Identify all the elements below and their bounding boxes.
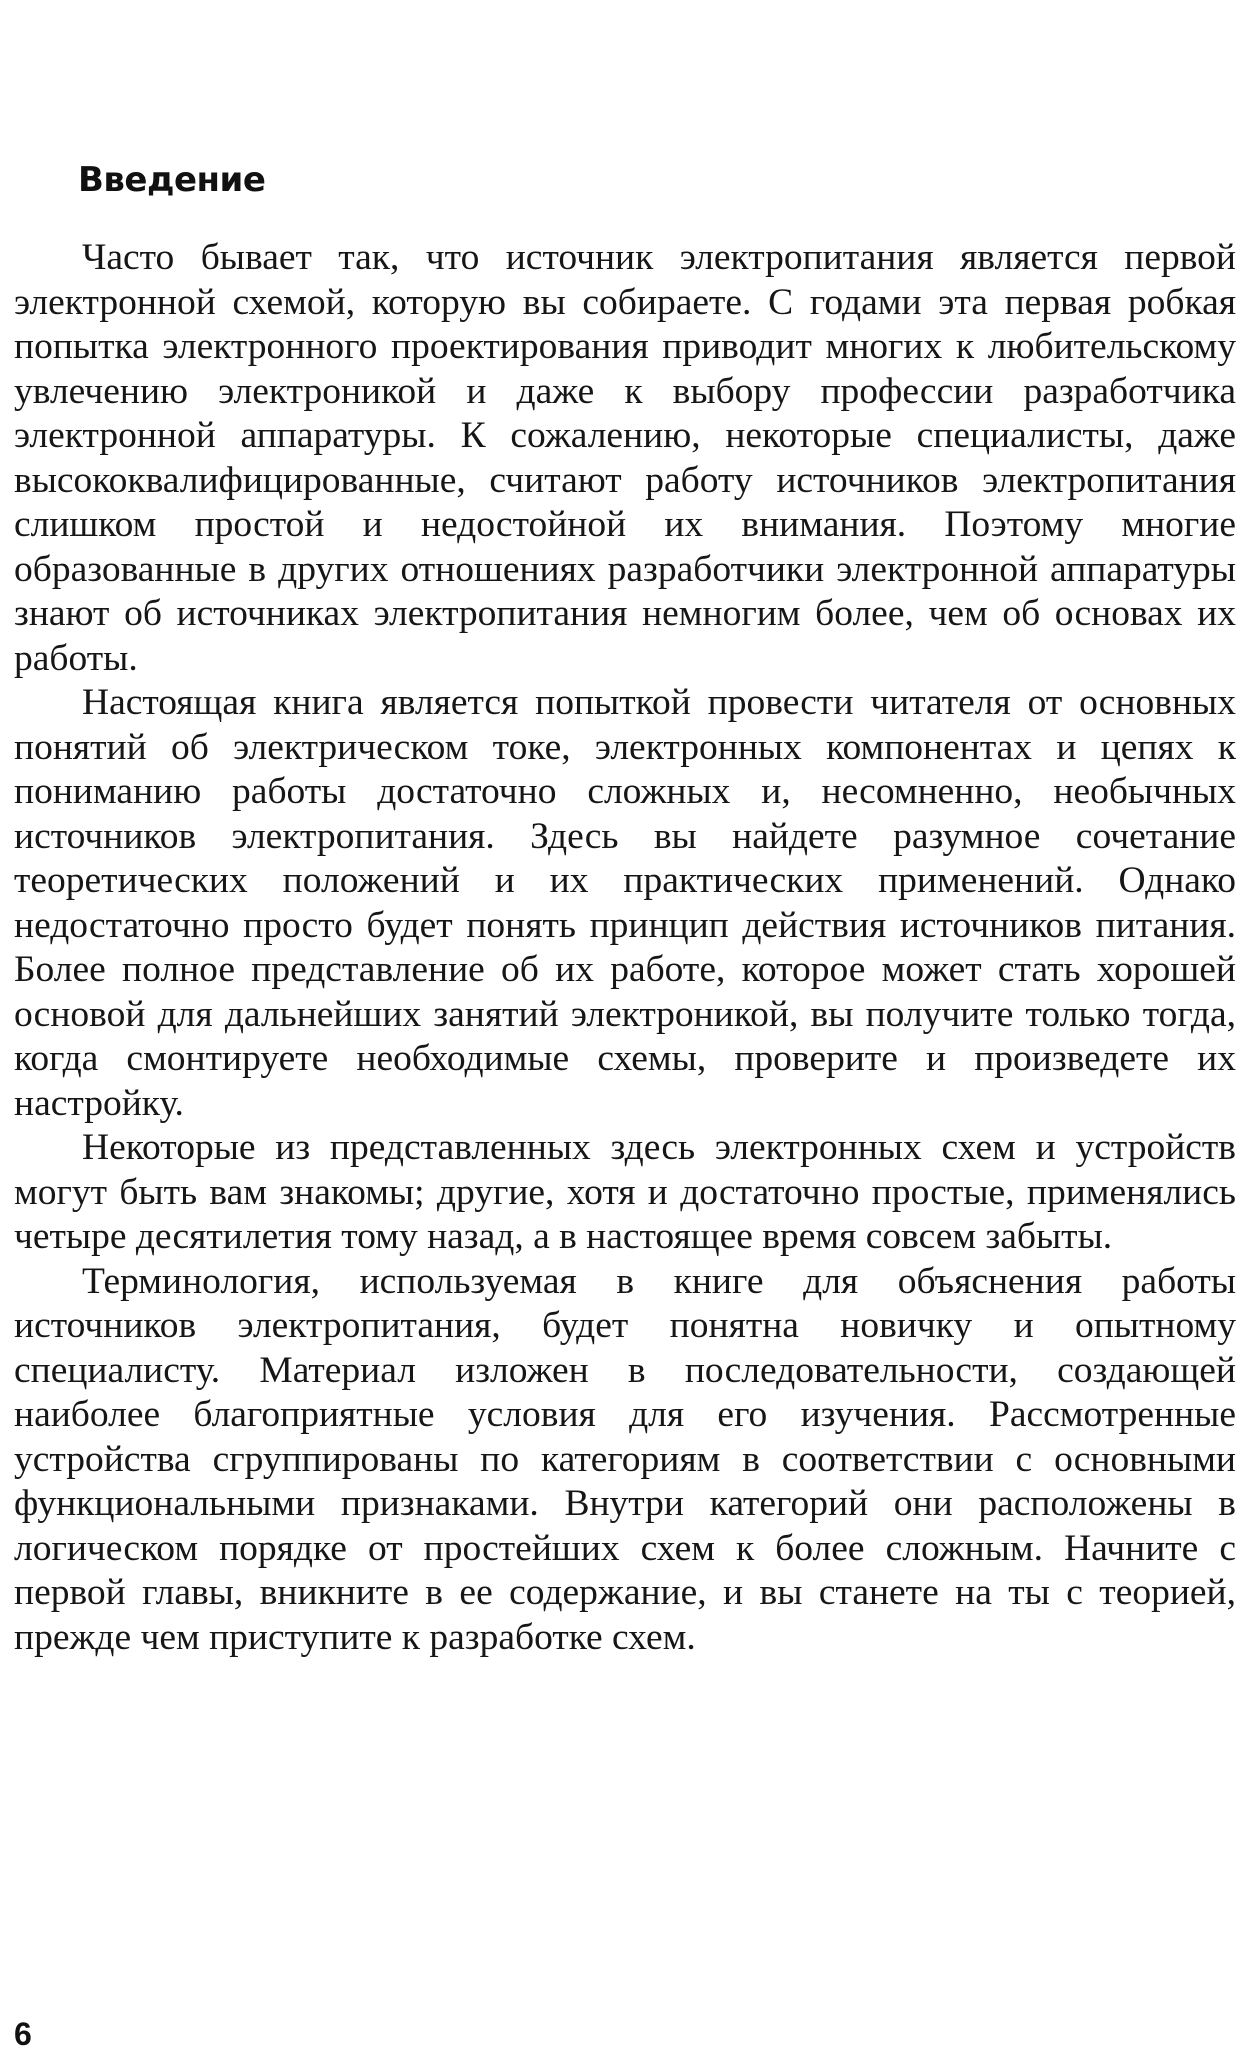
paragraph-2: Настоящая книга является попыткой провести читателя от основных понятий об электрическом токе, электронных компонентах и цепях к пониманию работы достаточно сложных и, несомненно, необычных источников электропитания. Здесь вы найдете разумное сочетание теоретических положений и их практических применений. Однако недостаточно просто будет понять принцип действия источников питания. Более полное представление об их работе, которое может стать хорошей основой для дальнейших занятий электроникой, вы получите только тогда, когда смонтируете необходимые схемы, проверите и произведете их настройку. <box>14 682 1236 1124</box>
paragraph-3: Некоторые из представленных здесь электронных схем и устройств могут быть вам знакомы; другие, хотя и достаточно простые, применялись четыре десятилетия тому назад, а в настоящее время совсем забыты. <box>14 1127 1236 1257</box>
body-text <box>14 236 1236 1660</box>
page-number: 6 <box>14 2016 32 2052</box>
section-heading: Введение <box>78 160 266 200</box>
paragraph-4: Терминология, используемая в книге для объяснения работы источников электропитания, будет понятна новичку и опытному специалисту. Материал изложен в последовательности, создающей наиболее благоприятные условия для его изучения. Рассмотренные устройства сгруппированы по категориям в соответствии с основными функциональными признаками. Внутри категорий они расположены в логическом порядке от простейших схем к более сложным. Начните с первой главы, вникните в ее содержание, и вы станете на ты с теорией, прежде чем приступите к разработке схем. <box>14 1260 1236 1658</box>
paragraph-1: Часто бывает так, что источник электропитания является первой электронной схемой, которую вы собираете. С годами эта первая робкая попытка электронного проектирования приводит многих к любительскому увлечению электроникой и даже к выбору профессии разработчика электронной аппаратуры. К сожалению, некоторые специалисты, даже высококвалифицированные, считают работу источников электропитания слишком простой и недостойной их внимания. Поэтому многие образованные в других отношениях разработчики электронной аппаратуры знают об источниках электропитания немногим более, чем об основах их работы. <box>14 237 1236 679</box>
